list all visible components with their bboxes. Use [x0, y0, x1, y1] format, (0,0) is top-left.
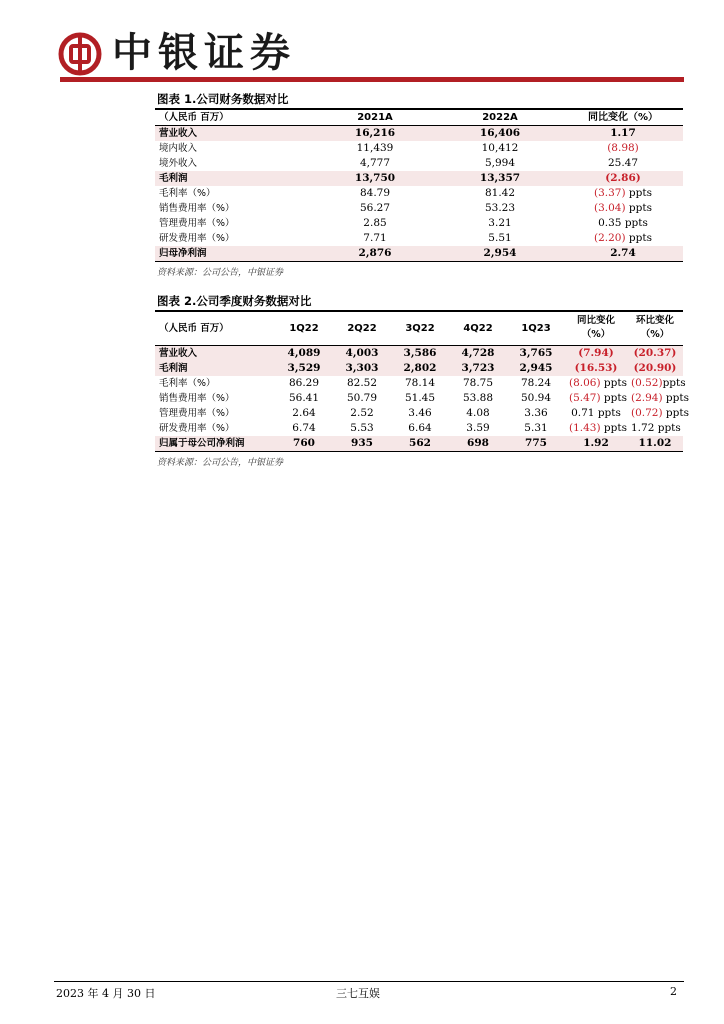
value-2022a: 81.42 — [484, 187, 516, 199]
row-label: 境外收入 — [159, 158, 198, 169]
row-label: 营业收入 — [159, 347, 198, 359]
qoq-change-value: (20.37) — [633, 346, 677, 359]
row-label: 管理费用率（%） — [159, 218, 235, 229]
table-row — [155, 406, 683, 421]
value-2022a: 3.21 — [488, 217, 512, 229]
value-2q22: 2.52 — [350, 406, 374, 419]
table2-header-row — [155, 311, 683, 345]
value-1q23: 3.36 — [524, 406, 548, 419]
table-row — [155, 171, 683, 186]
table-row — [155, 421, 683, 436]
yoy-change-cell — [563, 201, 683, 216]
value-2q22: 5.53 — [350, 421, 374, 434]
yoy-change-cell — [565, 406, 627, 421]
yoy-change-value: (8.06) — [569, 376, 601, 389]
yoy-change-cell — [565, 376, 627, 391]
table2-header-1q23: 1Q23 — [521, 322, 551, 334]
yoy-change-cell — [565, 391, 627, 406]
row-label: 销售费用率（%） — [159, 203, 235, 214]
value-3q22: 3,586 — [403, 346, 437, 359]
yoy-change-cell — [563, 171, 683, 186]
value-4q22: 698 — [467, 436, 489, 449]
row-label: 毛利润 — [159, 173, 188, 184]
value-2021a: 7.71 — [363, 232, 387, 244]
yoy-change-value: (16.53) — [574, 361, 618, 374]
row-label: 管理费用率（%） — [159, 407, 235, 419]
value-4q22: 4.08 — [466, 406, 490, 419]
yoy-change-value: 0.35 — [598, 217, 622, 229]
row-label: 研发费用率（%） — [159, 233, 235, 244]
yoy-change-cell — [563, 186, 683, 201]
table2-source: 资料来源：公司公告，中银证券 — [157, 457, 284, 468]
value-3q22: 78.14 — [404, 376, 436, 389]
yoy-change-cell — [565, 361, 627, 376]
qoq-change-value: 1.72 — [631, 421, 655, 434]
yoy-change-value: 1.92 — [583, 436, 609, 449]
table-row — [155, 216, 683, 231]
qoq-change-unit: ppts — [662, 406, 689, 419]
table-row — [155, 345, 683, 361]
row-label: 境内收入 — [159, 143, 198, 154]
table-row — [155, 201, 683, 216]
footer-rule — [54, 981, 684, 982]
table1-header-row — [155, 109, 683, 126]
table2-section — [155, 292, 689, 468]
table2-header-3q22: 3Q22 — [405, 322, 435, 334]
value-2q22: 935 — [351, 436, 373, 449]
table1-title: 图表 1.公司财务数据对比 — [157, 92, 289, 106]
header-rule — [60, 77, 684, 82]
yoy-change-unit: ppts — [625, 232, 652, 244]
table2-header-qoq: 环比变化（%） — [635, 315, 674, 341]
table-row — [155, 246, 683, 262]
value-1q22: 6.74 — [292, 421, 316, 434]
value-1q22: 3,529 — [287, 361, 321, 374]
row-label: 毛利率（%） — [159, 188, 216, 199]
table1-header-2021a: 2021A — [357, 112, 393, 123]
yoy-change-unit: ppts — [625, 202, 652, 214]
qoq-change-cell — [627, 391, 689, 406]
table1-header-2022a: 2022A — [482, 112, 518, 123]
report-header — [54, 28, 684, 84]
value-2022a: 13,357 — [479, 172, 521, 184]
yoy-change-cell — [565, 436, 627, 452]
yoy-change-cell — [565, 345, 627, 361]
table1-header-yoy: 同比变化（%） — [587, 112, 659, 123]
yoy-change-cell — [563, 141, 683, 156]
qoq-change-unit: ppts — [654, 421, 681, 434]
table2-header-unit: （人民币 百万） — [159, 322, 229, 334]
value-1q22: 2.64 — [292, 406, 316, 419]
value-2q22: 3,303 — [345, 361, 379, 374]
qoq-change-value: (2.94) — [631, 391, 663, 404]
table2-title: 图表 2.公司季度财务数据对比 — [157, 294, 312, 308]
value-2021a: 2,876 — [358, 247, 392, 259]
value-1q22: 86.29 — [288, 376, 320, 389]
row-label: 毛利率（%） — [159, 377, 216, 389]
value-2021a: 84.79 — [359, 187, 391, 199]
value-4q22: 53.88 — [462, 391, 494, 404]
yoy-change-cell — [563, 216, 683, 231]
yoy-change-cell — [563, 231, 683, 246]
yoy-change-cell — [563, 126, 683, 142]
value-2022a: 16,406 — [479, 127, 521, 139]
value-3q22: 562 — [409, 436, 431, 449]
qoq-change-value: 11.02 — [638, 436, 672, 449]
value-1q22: 4,089 — [287, 346, 321, 359]
table-row — [155, 126, 683, 142]
qoq-change-unit: ppts — [662, 376, 686, 389]
row-label: 营业收入 — [159, 128, 198, 139]
yoy-change-unit: ppts — [600, 376, 627, 389]
brand-name: 中银证券 — [112, 30, 296, 76]
table-row — [155, 231, 683, 246]
table-row — [155, 141, 683, 156]
value-2021a: 2.85 — [363, 217, 387, 229]
qoq-change-cell — [627, 361, 683, 376]
table-row — [155, 156, 683, 171]
value-3q22: 3.46 — [408, 406, 432, 419]
table-row — [155, 361, 683, 376]
value-1q23: 2,945 — [519, 361, 553, 374]
qoq-change-unit: ppts — [662, 391, 689, 404]
value-4q22: 4,728 — [461, 346, 495, 359]
qoq-change-cell — [627, 421, 683, 436]
yoy-change-value: (2.86) — [605, 172, 641, 184]
row-label: 归属于母公司净利润 — [159, 437, 245, 449]
value-2021a: 16,216 — [354, 127, 396, 139]
yoy-change-value: 2.74 — [610, 247, 636, 259]
value-1q23: 5.31 — [524, 421, 548, 434]
table1-header-unit: （人民币 百万） — [159, 112, 229, 123]
value-1q23: 775 — [525, 436, 547, 449]
row-label: 研发费用率（%） — [159, 422, 235, 434]
yoy-change-value: 0.71 — [571, 406, 595, 419]
table-row — [155, 186, 683, 201]
row-label: 销售费用率（%） — [159, 392, 235, 404]
yoy-change-value: (8.98) — [607, 142, 639, 154]
value-1q23: 78.24 — [520, 376, 552, 389]
value-2021a: 11,439 — [356, 142, 394, 154]
qoq-change-cell — [627, 376, 686, 391]
yoy-change-value: (7.94) — [578, 346, 614, 359]
yoy-change-value: (3.04) — [594, 202, 626, 214]
yoy-change-unit: ppts — [594, 406, 621, 419]
value-2021a: 4,777 — [359, 157, 391, 169]
table2-header-1q22: 1Q22 — [289, 322, 319, 334]
value-2q22: 4,003 — [345, 346, 379, 359]
yoy-change-value: (5.47) — [569, 391, 601, 404]
qoq-change-value: (20.90) — [633, 361, 677, 374]
value-2022a: 10,412 — [481, 142, 519, 154]
value-2q22: 82.52 — [346, 376, 378, 389]
qoq-change-value: (0.72) — [631, 406, 663, 419]
yoy-change-value: (3.37) — [594, 187, 626, 199]
table2 — [155, 310, 689, 452]
table2-header-yoy: 同比变化（%） — [576, 315, 615, 341]
value-3q22: 2,802 — [403, 361, 437, 374]
value-2022a: 53.23 — [484, 202, 516, 214]
table-row — [155, 436, 683, 452]
footer-company: 三七互娱 — [336, 987, 380, 1000]
yoy-change-unit: ppts — [621, 217, 648, 229]
qoq-change-value: (0.52) — [631, 376, 663, 389]
value-3q22: 51.45 — [404, 391, 436, 404]
yoy-change-value: (2.20) — [594, 232, 626, 244]
qoq-change-cell — [627, 345, 683, 361]
value-4q22: 78.75 — [462, 376, 494, 389]
value-2022a: 5.51 — [488, 232, 512, 244]
yoy-change-unit: ppts — [600, 391, 627, 404]
row-label: 归母净利润 — [159, 248, 207, 259]
value-1q23: 50.94 — [520, 391, 552, 404]
table1-section — [155, 90, 683, 278]
table1-source: 资料来源：公司公告，中银证券 — [157, 268, 284, 278]
value-2021a: 56.27 — [359, 202, 391, 214]
yoy-change-cell — [563, 156, 683, 171]
value-4q22: 3,723 — [461, 361, 495, 374]
qoq-change-cell — [627, 406, 689, 421]
yoy-change-unit: ppts — [625, 187, 652, 199]
yoy-change-cell — [563, 246, 683, 262]
value-2022a: 5,994 — [484, 157, 516, 169]
yoy-change-value: 1.17 — [610, 127, 636, 139]
value-1q22: 56.41 — [288, 391, 320, 404]
yoy-change-value: (1.43) — [569, 421, 601, 434]
table-row — [155, 376, 683, 391]
value-2022a: 2,954 — [483, 247, 517, 259]
yoy-change-cell — [565, 421, 627, 436]
value-1q23: 3,765 — [519, 346, 553, 359]
yoy-change-unit: ppts — [600, 421, 627, 434]
yoy-change-value: 25.47 — [607, 157, 639, 169]
table1 — [155, 108, 683, 262]
value-2q22: 50.79 — [346, 391, 378, 404]
bank-of-china-logo-icon — [58, 32, 102, 76]
value-1q22: 760 — [293, 436, 315, 449]
value-4q22: 3.59 — [466, 421, 490, 434]
table2-header-2q22: 2Q22 — [347, 322, 377, 334]
value-3q22: 6.64 — [408, 421, 432, 434]
footer-date: 2023 年 4 月 30 日 — [56, 987, 156, 1000]
table2-header-4q22: 4Q22 — [463, 322, 493, 334]
qoq-change-cell — [627, 436, 683, 452]
value-2021a: 13,750 — [354, 172, 396, 184]
table-row — [155, 391, 683, 406]
row-label: 毛利润 — [159, 362, 188, 374]
footer-page-number: 2 — [670, 985, 677, 998]
